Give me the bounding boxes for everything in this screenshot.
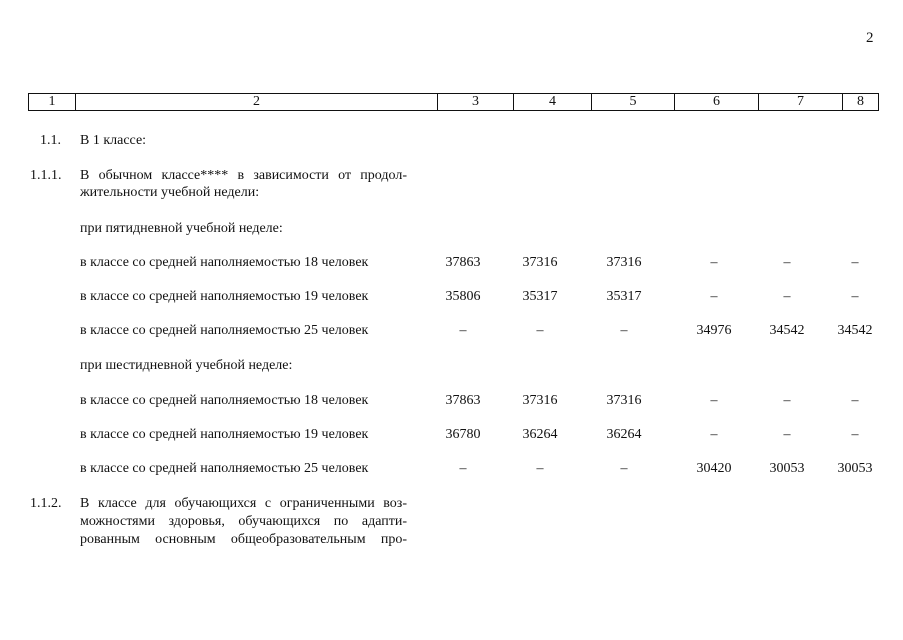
value-cell: 34542: [837, 323, 873, 338]
value-cell: –: [536, 461, 544, 476]
section-number: 1.1.: [40, 133, 61, 148]
value-cell: 37316: [522, 393, 558, 408]
value-cell: –: [459, 461, 467, 476]
column-header-cell: 2: [76, 94, 438, 111]
section-text-line: жительности учебной недели:: [80, 185, 260, 200]
value-cell: –: [783, 289, 791, 304]
value-cell: –: [710, 255, 718, 270]
row-label: в классе со средней наполняемостью 25 человек: [80, 461, 369, 476]
value-cell: 36264: [522, 427, 558, 442]
value-cell: –: [710, 427, 718, 442]
column-header-cell: 4: [514, 94, 592, 111]
value-cell: 36780: [445, 427, 481, 442]
value-cell: –: [851, 289, 859, 304]
page-number: 2: [866, 30, 874, 46]
section-number: 1.1.2.: [30, 496, 62, 511]
value-cell: –: [851, 255, 859, 270]
value-cell: 30053: [837, 461, 873, 476]
subheading-five-day: при пятидневной учебной неделе:: [80, 221, 283, 236]
row-label: в классе со средней наполняемостью 25 человек: [80, 323, 369, 338]
column-header-cell: 6: [675, 94, 759, 111]
value-cell: 35806: [445, 289, 481, 304]
column-header-cell: 5: [592, 94, 675, 111]
value-cell: 30053: [769, 461, 805, 476]
section-text-line: В классе для обучающихся с ограниченными воз-: [80, 496, 407, 511]
value-cell: 35317: [522, 289, 558, 304]
value-cell: 34542: [769, 323, 805, 338]
row-label: в классе со средней наполняемостью 18 человек: [80, 393, 369, 408]
value-cell: 37316: [606, 393, 642, 408]
value-cell: 37316: [522, 255, 558, 270]
value-cell: –: [783, 427, 791, 442]
row-label: в классе со средней наполняемостью 19 человек: [80, 289, 369, 304]
value-cell: 36264: [606, 427, 642, 442]
section-title: В 1 классе:: [80, 133, 147, 148]
value-cell: 37863: [445, 393, 481, 408]
section-text-line: В обычном классе**** в зависимости от продол-: [80, 168, 407, 183]
value-cell: –: [710, 393, 718, 408]
column-header-cell: 8: [843, 94, 879, 111]
value-cell: –: [620, 323, 628, 338]
value-cell: –: [459, 323, 467, 338]
value-cell: –: [710, 289, 718, 304]
section-text-line: можностями здоровья, обучающихся по адапти-: [80, 514, 407, 529]
value-cell: –: [783, 255, 791, 270]
row-label: в классе со средней наполняемостью 19 человек: [80, 427, 369, 442]
section-text-line: рованным основным общеобразовательным про-: [80, 532, 407, 547]
value-cell: 35317: [606, 289, 642, 304]
value-cell: 37316: [606, 255, 642, 270]
column-header-cell: 1: [29, 94, 76, 111]
column-header-cell: 7: [759, 94, 843, 111]
column-header-table: [28, 93, 879, 111]
value-cell: 34976: [696, 323, 732, 338]
row-label: в классе со средней наполняемостью 18 человек: [80, 255, 369, 270]
value-cell: 30420: [696, 461, 732, 476]
value-cell: –: [620, 461, 628, 476]
value-cell: –: [783, 393, 791, 408]
value-cell: –: [851, 427, 859, 442]
subheading-six-day: при шестидневной учебной неделе:: [80, 358, 293, 373]
value-cell: 37863: [445, 255, 481, 270]
column-header-cell: 3: [438, 94, 514, 111]
column-header-row: [29, 94, 879, 111]
value-cell: –: [851, 393, 859, 408]
value-cell: –: [536, 323, 544, 338]
section-number: 1.1.1.: [30, 168, 62, 183]
